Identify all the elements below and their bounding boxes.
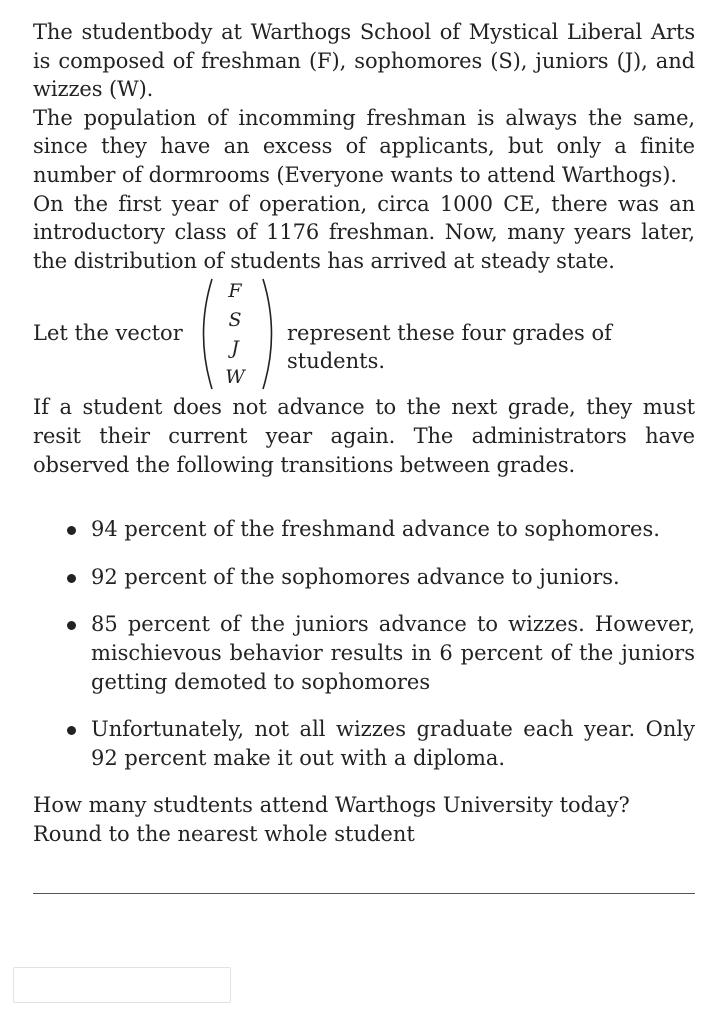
transition-paragraph: If a student does not advance to the next grade, they must resit their current year again. The administrators have observed the following transitions between grades. [33, 395, 695, 477]
vector-entry-f: F [228, 280, 242, 303]
bullet-icon [67, 621, 76, 630]
vector-entry-s: S [228, 308, 242, 331]
list-item [33, 715, 695, 772]
divider [33, 893, 695, 894]
intro-paragraph-3: On the first year of operation, circa 1000 CE, there was an introductory class of 1176 freshman. Now, many years later, the distribution of students has arrived at steady state. [33, 191, 695, 273]
list-item-text: 94 percent of the freshmand advance to sophomores. [91, 517, 660, 542]
bullet-icon [67, 574, 76, 583]
bullet-icon [67, 526, 76, 535]
intro-paragraph-2: The population of incomming freshman is always the same, since they have an excess of applicants, but only a finite number of dormrooms (Everyone wants to attend Warthogs). [33, 105, 695, 187]
left-parenthesis [193, 277, 215, 391]
vector-entry-w: W [225, 365, 245, 388]
right-parenthesis [260, 277, 282, 391]
list-item [33, 515, 695, 544]
answer-input[interactable] [13, 967, 231, 1003]
intro-paragraph-1: The studentbody at Warthogs School of Mystical Liberal Arts is composed of freshman (F), sophomores (S), juniors (J), and wizzes (W). [33, 20, 695, 102]
problem-statement [33, 18, 695, 848]
vector-definition [33, 277, 695, 393]
vector-entry-j: J [231, 337, 239, 360]
list-item [33, 610, 695, 696]
vector-entries [213, 277, 257, 391]
vector-lead-text: Let the vector [33, 321, 183, 346]
transition-list [33, 515, 695, 772]
question-line-2: Round to the nearest whole student [33, 821, 415, 846]
list-item-text: Unfortunately, not all wizzes graduate each year. Only 92 percent make it out with a diploma. [91, 717, 695, 770]
list-item [33, 563, 695, 592]
question-line-1: How many studtents attend Warthogs University today? [33, 793, 630, 818]
list-item-text: 85 percent of the juniors advance to wizzes. However, mischievous behavior results in 6 percent of the juniors getting demoted to sophomores [91, 612, 695, 694]
bullet-icon [67, 726, 76, 735]
vector-trail-text: represent these four grades of students. [287, 321, 612, 374]
question [33, 791, 695, 848]
list-item-text: 92 percent of the sophomores advance to juniors. [91, 564, 620, 589]
